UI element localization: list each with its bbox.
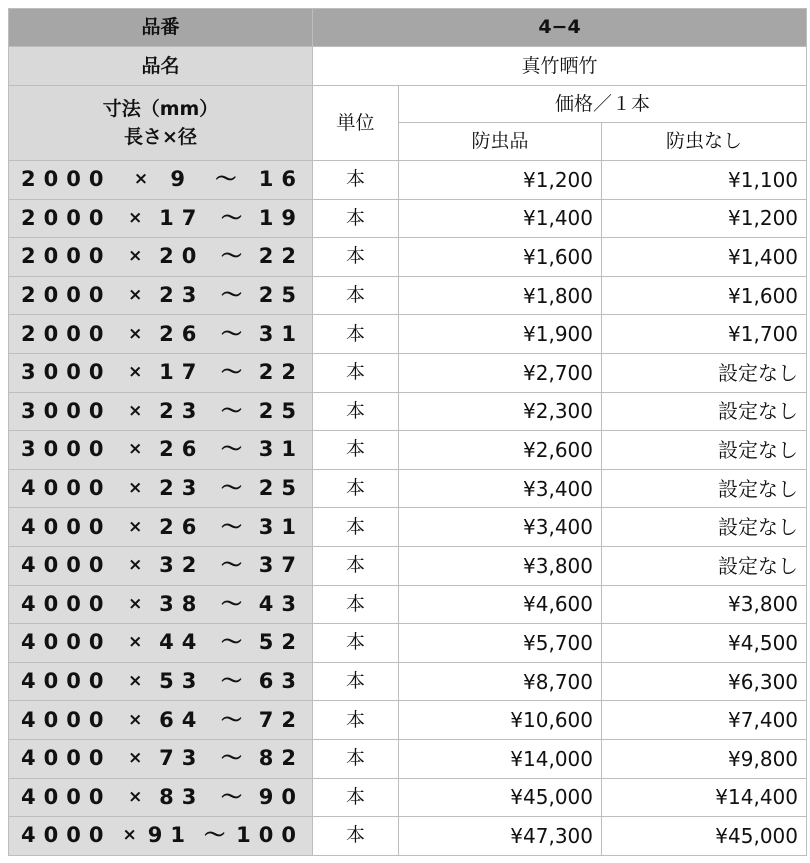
price-table-container	[8, 8, 806, 856]
size-diameter-max: 31	[258, 321, 304, 346]
price-insect-proof-cell: ¥1,600	[399, 238, 602, 277]
size-times: ×	[128, 323, 143, 344]
size-cell	[9, 353, 313, 392]
unit-cell: 本	[313, 353, 399, 392]
dimension-label	[9, 86, 313, 161]
size-cell-content	[21, 321, 304, 346]
size-length: 2000	[21, 283, 112, 308]
unit-cell: 本	[313, 238, 399, 277]
price-insect-proof-cell: ¥3,800	[399, 546, 602, 585]
price-no-insect-proof-cell: ¥3,800	[602, 585, 807, 624]
size-length: 3000	[21, 398, 112, 423]
size-tilde: 〜	[221, 630, 243, 655]
size-diameter-max: 25	[258, 476, 304, 501]
size-times: ×	[128, 285, 143, 306]
size-diameter-min: 23	[159, 398, 205, 423]
header-row-price-label	[9, 86, 807, 123]
size-diameter-max: 22	[258, 360, 304, 385]
size-tilde: 〜	[221, 707, 243, 732]
table-row	[9, 392, 807, 431]
size-times: ×	[128, 439, 143, 460]
size-length: 4000	[21, 476, 112, 501]
size-diameter-max: 31	[258, 437, 304, 462]
unit-cell: 本	[313, 508, 399, 547]
size-tilde: 〜	[221, 784, 243, 809]
size-diameter-max: 72	[258, 707, 304, 732]
size-cell	[9, 431, 313, 470]
size-times: ×	[133, 169, 149, 190]
size-cell-content	[21, 362, 304, 383]
table-row	[9, 276, 807, 315]
price-insect-proof-cell: ¥1,400	[399, 199, 602, 238]
size-cell	[9, 701, 313, 740]
price-no-insect-proof-cell: 設定なし	[602, 392, 807, 431]
size-cell-content	[21, 205, 304, 230]
size-length: 3000	[21, 437, 112, 462]
price-insect-proof-cell: ¥1,900	[399, 315, 602, 354]
price-no-insect-proof-cell: ¥1,200	[602, 199, 807, 238]
table-row	[9, 778, 807, 817]
table-row	[9, 199, 807, 238]
size-diameter-max: 25	[258, 283, 304, 308]
size-diameter-min: 9	[170, 167, 194, 192]
dimension-label-line2: 長さ×径	[124, 126, 197, 148]
size-tilde: 〜	[204, 823, 226, 848]
hinmei-label: 品名	[9, 47, 313, 86]
size-cell	[9, 817, 313, 856]
dimension-label-line1: 寸法（mm）	[102, 97, 219, 120]
size-diameter-min: 17	[159, 205, 205, 230]
table-row	[9, 739, 807, 778]
size-cell	[9, 392, 313, 431]
size-cell	[9, 469, 313, 508]
size-cell	[9, 778, 313, 817]
price-insect-proof-cell: ¥1,200	[399, 161, 602, 200]
size-cell-content	[21, 439, 304, 460]
size-cell	[9, 199, 313, 238]
unit-cell: 本	[313, 199, 399, 238]
size-diameter-max: 37	[258, 553, 304, 578]
size-cell	[9, 662, 313, 701]
price-no-insect-proof-cell: ¥4,500	[602, 624, 807, 663]
size-diameter-min: 38	[159, 591, 205, 616]
table-row	[9, 508, 807, 547]
size-length: 4000	[21, 823, 112, 848]
size-cell-content	[21, 398, 304, 423]
unit-cell: 本	[313, 778, 399, 817]
size-times: ×	[128, 709, 143, 730]
size-diameter-max: 19	[258, 205, 304, 230]
size-diameter-max: 31	[258, 514, 304, 539]
size-diameter-min: 20	[159, 244, 205, 269]
size-length: 4000	[21, 746, 112, 771]
size-cell-content	[21, 246, 304, 267]
size-length: 4000	[21, 591, 112, 616]
size-diameter-min: 44	[159, 630, 205, 655]
size-tilde: 〜	[221, 398, 243, 423]
size-tilde: 〜	[221, 437, 243, 462]
price-insect-proof-cell: ¥10,600	[399, 701, 602, 740]
size-cell	[9, 546, 313, 585]
size-cell	[9, 624, 313, 663]
table-row	[9, 701, 807, 740]
unit-cell: 本	[313, 469, 399, 508]
table-row	[9, 624, 807, 663]
size-tilde: 〜	[221, 205, 243, 230]
size-length: 2000	[21, 321, 112, 346]
unit-cell: 本	[313, 276, 399, 315]
size-diameter-min: 64	[159, 707, 205, 732]
size-tilde: 〜	[221, 476, 243, 501]
size-times: ×	[128, 246, 143, 267]
size-cell-content	[21, 632, 304, 653]
size-diameter-min: 26	[159, 437, 205, 462]
price-no-insect-proof-cell: ¥14,400	[602, 778, 807, 817]
price-insect-proof-cell: ¥2,600	[399, 431, 602, 470]
size-diameter-max: 43	[258, 591, 304, 616]
hinmei-value: 真竹晒竹	[313, 47, 807, 86]
size-diameter-min: 23	[159, 283, 205, 308]
size-length: 2000	[21, 205, 112, 230]
size-cell-content	[21, 671, 304, 692]
unit-cell: 本	[313, 546, 399, 585]
size-cell-content	[21, 748, 304, 769]
size-cell	[9, 315, 313, 354]
size-times: ×	[128, 362, 143, 383]
size-times: ×	[128, 555, 143, 576]
price-no-insect-proof-cell: 設定なし	[602, 546, 807, 585]
hinban-value: 4−4	[313, 9, 807, 47]
size-times: ×	[128, 632, 143, 653]
size-tilde: 〜	[221, 244, 243, 269]
size-times: ×	[128, 786, 143, 807]
table-row	[9, 431, 807, 470]
size-times: ×	[128, 478, 143, 499]
price-insect-proof-cell: ¥8,700	[399, 662, 602, 701]
size-cell-content	[21, 169, 304, 190]
price-no-insect-proof-cell: ¥9,800	[602, 739, 807, 778]
size-tilde: 〜	[221, 360, 243, 385]
price-no-insect-proof-cell: 設定なし	[602, 353, 807, 392]
price-col-insect-proof: 防虫品	[399, 123, 602, 161]
size-times: ×	[128, 593, 143, 614]
price-insect-proof-cell: ¥47,300	[399, 817, 602, 856]
unit-label: 単位	[313, 86, 399, 161]
size-length: 4000	[21, 514, 112, 539]
hinban-label: 品番	[9, 9, 313, 47]
size-tilde: 〜	[221, 669, 243, 694]
size-diameter-max: 82	[258, 746, 304, 771]
price-no-insect-proof-cell: ¥1,400	[602, 238, 807, 277]
price-no-insect-proof-cell: ¥1,600	[602, 276, 807, 315]
table-row	[9, 315, 807, 354]
size-length: 4000	[21, 707, 112, 732]
unit-cell: 本	[313, 315, 399, 354]
size-cell-content	[21, 555, 304, 576]
table-row	[9, 469, 807, 508]
size-diameter-max: 25	[258, 398, 304, 423]
size-tilde: 〜	[221, 746, 243, 771]
price-insect-proof-cell: ¥3,400	[399, 508, 602, 547]
table-row	[9, 353, 807, 392]
unit-cell: 本	[313, 739, 399, 778]
table-row	[9, 546, 807, 585]
size-diameter-max: 52	[258, 630, 304, 655]
price-insect-proof-cell: ¥4,600	[399, 585, 602, 624]
size-diameter-min: 17	[159, 360, 205, 385]
price-col-no-insect-proof: 防虫なし	[602, 123, 807, 161]
price-insect-proof-cell: ¥1,800	[399, 276, 602, 315]
unit-cell: 本	[313, 662, 399, 701]
size-diameter-min: 53	[159, 669, 205, 694]
size-diameter-max: 22	[258, 244, 304, 269]
size-diameter-min: 32	[159, 553, 205, 578]
size-length: 4000	[21, 669, 112, 694]
price-table	[8, 8, 807, 856]
price-no-insect-proof-cell: ¥1,100	[602, 161, 807, 200]
table-row	[9, 817, 807, 856]
size-cell-content	[21, 285, 304, 306]
header-row-hinmei	[9, 47, 807, 86]
size-diameter-max: 16	[258, 167, 304, 192]
price-label: 価格／１本	[399, 86, 807, 123]
size-cell	[9, 161, 313, 200]
size-tilde: 〜	[221, 283, 243, 308]
price-no-insect-proof-cell: ¥7,400	[602, 701, 807, 740]
unit-cell: 本	[313, 161, 399, 200]
price-no-insect-proof-cell: ¥1,700	[602, 315, 807, 354]
price-insect-proof-cell: ¥2,700	[399, 353, 602, 392]
unit-cell: 本	[313, 392, 399, 431]
size-cell	[9, 585, 313, 624]
price-no-insect-proof-cell: 設定なし	[602, 431, 807, 470]
size-cell	[9, 508, 313, 547]
size-diameter-max: 63	[258, 669, 304, 694]
size-length: 2000	[21, 167, 112, 192]
size-times: ×	[128, 748, 143, 769]
table-row	[9, 662, 807, 701]
size-times: ×	[128, 671, 143, 692]
size-cell	[9, 739, 313, 778]
size-cell	[9, 238, 313, 277]
table-row	[9, 161, 807, 200]
price-no-insect-proof-cell: ¥6,300	[602, 662, 807, 701]
price-insect-proof-cell: ¥5,700	[399, 624, 602, 663]
size-tilde: 〜	[215, 167, 237, 192]
unit-cell: 本	[313, 585, 399, 624]
price-insect-proof-cell: ¥14,000	[399, 739, 602, 778]
price-no-insect-proof-cell: 設定なし	[602, 469, 807, 508]
size-length: 4000	[21, 784, 112, 809]
header-row-hinban	[9, 9, 807, 47]
unit-cell: 本	[313, 431, 399, 470]
table-row	[9, 238, 807, 277]
size-diameter-max: 100	[236, 823, 304, 848]
size-cell-content	[21, 478, 304, 499]
size-tilde: 〜	[221, 553, 243, 578]
size-cell-content	[21, 707, 304, 732]
price-insect-proof-cell: ¥3,400	[399, 469, 602, 508]
size-cell-content	[21, 784, 304, 809]
size-cell-content	[21, 591, 304, 616]
size-diameter-min: 83	[159, 784, 205, 809]
size-diameter-min: 26	[159, 514, 205, 539]
size-cell-content	[21, 514, 304, 539]
size-diameter-min: 26	[159, 321, 205, 346]
price-no-insect-proof-cell: ¥45,000	[602, 817, 807, 856]
size-diameter-max: 90	[258, 784, 304, 809]
unit-cell: 本	[313, 624, 399, 663]
size-tilde: 〜	[221, 514, 243, 539]
unit-cell: 本	[313, 817, 399, 856]
size-times: ×	[128, 400, 143, 421]
size-tilde: 〜	[221, 591, 243, 616]
unit-cell: 本	[313, 701, 399, 740]
size-times: ×	[122, 825, 137, 846]
size-diameter-min: 23	[159, 476, 205, 501]
size-length: 4000	[21, 553, 112, 578]
price-no-insect-proof-cell: 設定なし	[602, 508, 807, 547]
price-insect-proof-cell: ¥45,000	[399, 778, 602, 817]
size-cell-content	[21, 825, 304, 846]
size-diameter-min: 73	[159, 746, 205, 771]
size-length: 2000	[21, 244, 112, 269]
size-tilde: 〜	[221, 321, 243, 346]
size-cell	[9, 276, 313, 315]
price-insect-proof-cell: ¥2,300	[399, 392, 602, 431]
size-times: ×	[128, 516, 143, 537]
size-length: 4000	[21, 630, 112, 655]
size-times: ×	[128, 207, 143, 228]
size-diameter-min: 91	[147, 823, 194, 848]
size-length: 3000	[21, 360, 112, 385]
table-row	[9, 585, 807, 624]
